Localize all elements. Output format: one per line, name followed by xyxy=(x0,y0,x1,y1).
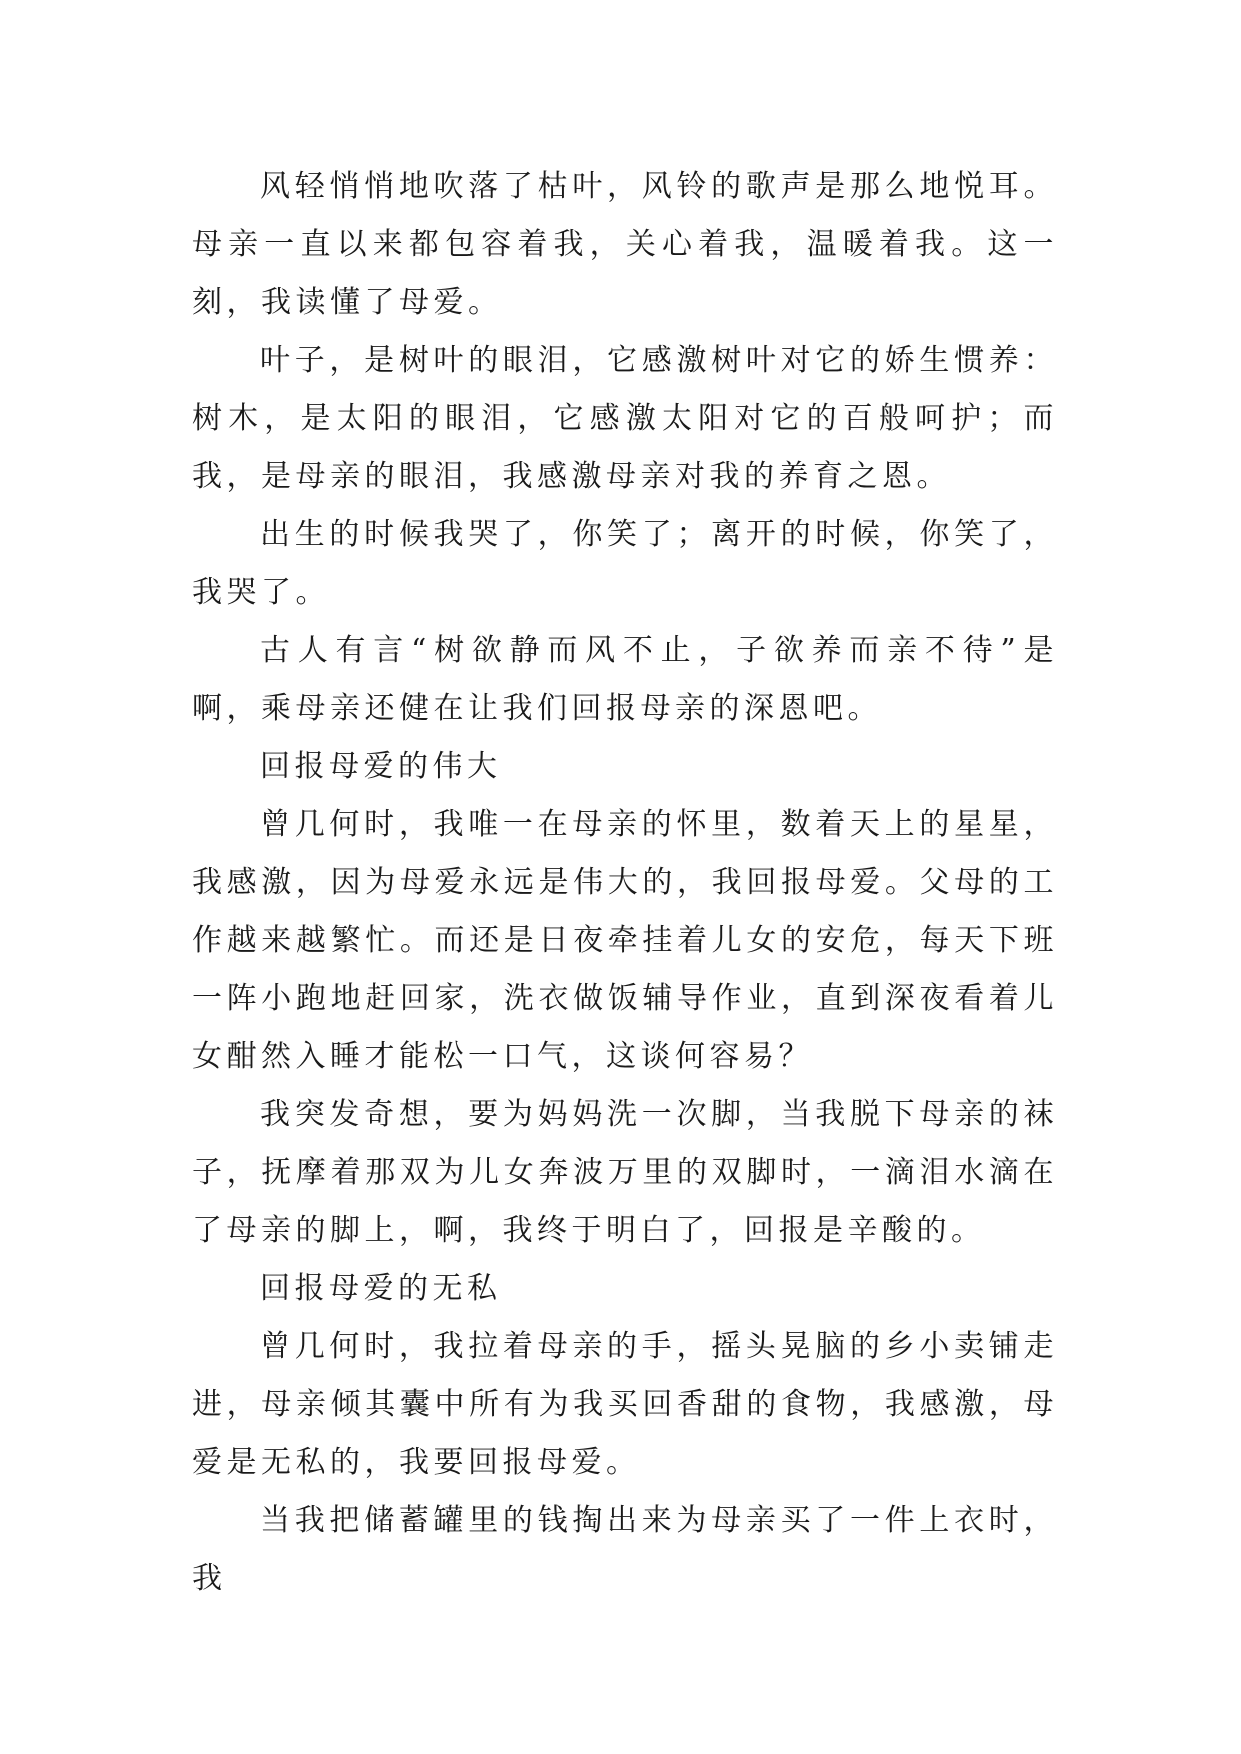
paragraph-8: 当我把储蓄罐里的钱掏出来为母亲买了一件上衣时，我 xyxy=(192,1503,1058,1596)
paragraph-5: 曾几何时，我唯一在母亲的怀里，数着天上的星星，我感激，因为母爱永远是伟大的，我回报母爱。父母的工作越来越繁忙。而还是日夜牵挂着儿女的安危，每天下班一阵小跑地赶回家，洗衣做饭辅导作业，直到深夜看着儿女酣然入睡才能松一口气，这谈何容易？ xyxy=(192,807,1058,1074)
section-heading-selflessness: 回报母爱的无私 xyxy=(260,1271,502,1306)
paragraph-2: 叶子，是树叶的眼泪，它感激树叶对它的娇生惯养：树木，是太阳的眼泪，它感激太阳对它的百般呵护；而我，是母亲的眼泪，我感激母亲对我的养育之恩。 xyxy=(192,343,1058,494)
paragraph-7: 曾几何时，我拉着母亲的手，摇头晃脑的乡小卖铺走进，母亲倾其囊中所有为我买回香甜的食物，我感激，母爱是无私的，我要回报母爱。 xyxy=(192,1329,1058,1480)
document-body xyxy=(192,158,1058,1608)
paragraph-4: 古人有言“树欲静而风不止，子欲养而亲不待”是啊，乘母亲还健在让我们回报母亲的深恩吧。 xyxy=(192,633,1058,726)
paragraph-1: 风轻悄悄地吹落了枯叶，风铃的歌声是那么地悦耳。母亲一直以来都包容着我，关心着我，温暖着我。这一刻，我读懂了母爱。 xyxy=(192,169,1058,320)
paragraph-6: 我突发奇想，要为妈妈洗一次脚，当我脱下母亲的袜子，抚摩着那双为儿女奔波万里的双脚时，一滴泪水滴在了母亲的脚上，啊，我终于明白了，回报是辛酸的。 xyxy=(192,1097,1058,1248)
paragraph-3: 出生的时候我哭了，你笑了；离开的时候，你笑了，我哭了。 xyxy=(192,517,1058,610)
section-heading-greatness: 回报母爱的伟大 xyxy=(260,749,502,784)
